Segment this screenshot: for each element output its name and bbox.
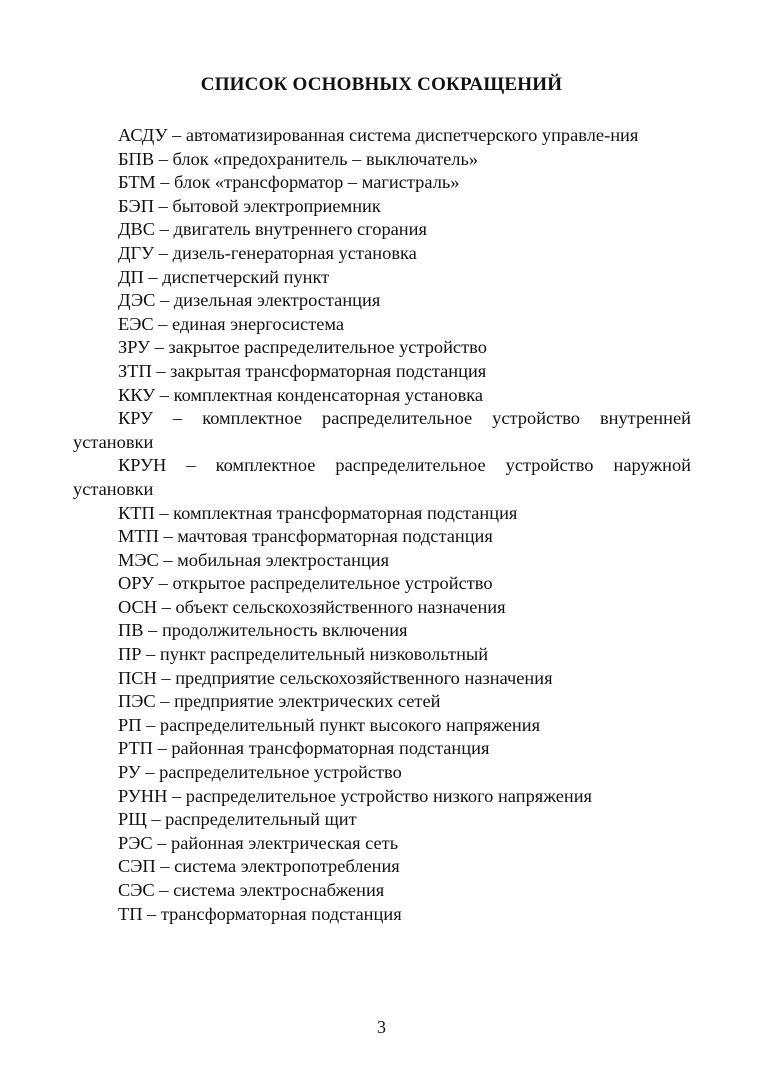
abbreviation-entry: РУНН – распределительное устройство низкого напряжения [118, 785, 592, 806]
abbreviation-entry: КРУН – комплектное распределительное устройство наружной установки [73, 455, 691, 499]
abbreviation-entry: СЭС – система электроснабжения [118, 880, 385, 900]
page-title: СПИСОК ОСНОВНЫХ СОКРАЩЕНИЙ [200, 74, 563, 95]
abbreviation-entry: ОРУ – открытое распределительное устройство [118, 573, 493, 594]
abbreviation-entry: АСДУ – автоматизированная система диспетчерского управле-ния [118, 125, 639, 145]
abbreviation-entry: ПР – пункт распределительный низковольтный [118, 644, 489, 665]
abbreviation-entry: ЗРУ – закрытое распределительное устройство [118, 337, 487, 358]
abbreviation-entry: КТП – комплектная трансформаторная подстанция [118, 502, 518, 523]
abbreviation-entry: БЭП – бытовой электроприемник [118, 195, 381, 216]
page-number: 3 [377, 1017, 386, 1037]
abbreviation-entry: ЗТП – закрытая трансформаторная подстанция [118, 360, 487, 381]
abbreviation-entry: БПВ – блок «предохранитель – выключатель» [118, 148, 479, 169]
abbreviation-entry: РУ – распределительное устройство [118, 762, 402, 783]
abbreviation-entry: РЭС – районная электрическая сеть [118, 832, 399, 853]
abbreviation-entry: ДП – диспетчерский пункт [118, 266, 330, 287]
abbreviation-entry: РП – распределительный пункт высокого напряжения [118, 714, 541, 735]
abbreviation-entry: ДГУ – дизель-генераторная установка [118, 242, 417, 263]
abbreviation-entry: РТП – районная трансформаторная подстанция [118, 738, 490, 759]
abbreviation-entry: СЭП – система электропотребления [118, 856, 400, 877]
abbreviation-entry: КРУ – комплектное распределительное устройство внутренней установки [73, 408, 691, 452]
abbreviation-entry: ДВС – двигатель внутреннего сгорания [118, 219, 427, 240]
abbreviation-entry: ДЭС – дизельная электростанция [118, 290, 381, 311]
abbreviation-entry: МЭС – мобильная электростанция [118, 549, 390, 570]
abbreviation-entry: ПСН – предприятие сельскохозяйственного назначения [118, 667, 553, 688]
abbreviation-entry: МТП – мачтовая трансформаторная подстанция [118, 526, 493, 547]
abbreviation-entry: РЩ – распределительный щит [118, 809, 357, 830]
abbreviation-entry: ПЭС – предприятие электрических сетей [118, 691, 441, 712]
abbreviation-entry: ЕЭС – единая энергосистема [118, 313, 345, 334]
abbreviation-entry: ТП – трансформаторная подстанция [118, 903, 402, 924]
abbreviation-entry: БТМ – блок «трансформатор – магистраль» [118, 172, 460, 193]
abbreviation-entry: ОСН – объект сельскохозяйственного назначения [118, 596, 506, 617]
abbreviation-entry: ПВ – продолжительность включения [118, 620, 408, 641]
abbreviations-list [73, 124, 691, 926]
abbreviation-entry: ККУ – комплектная конденсаторная установка [118, 384, 484, 405]
